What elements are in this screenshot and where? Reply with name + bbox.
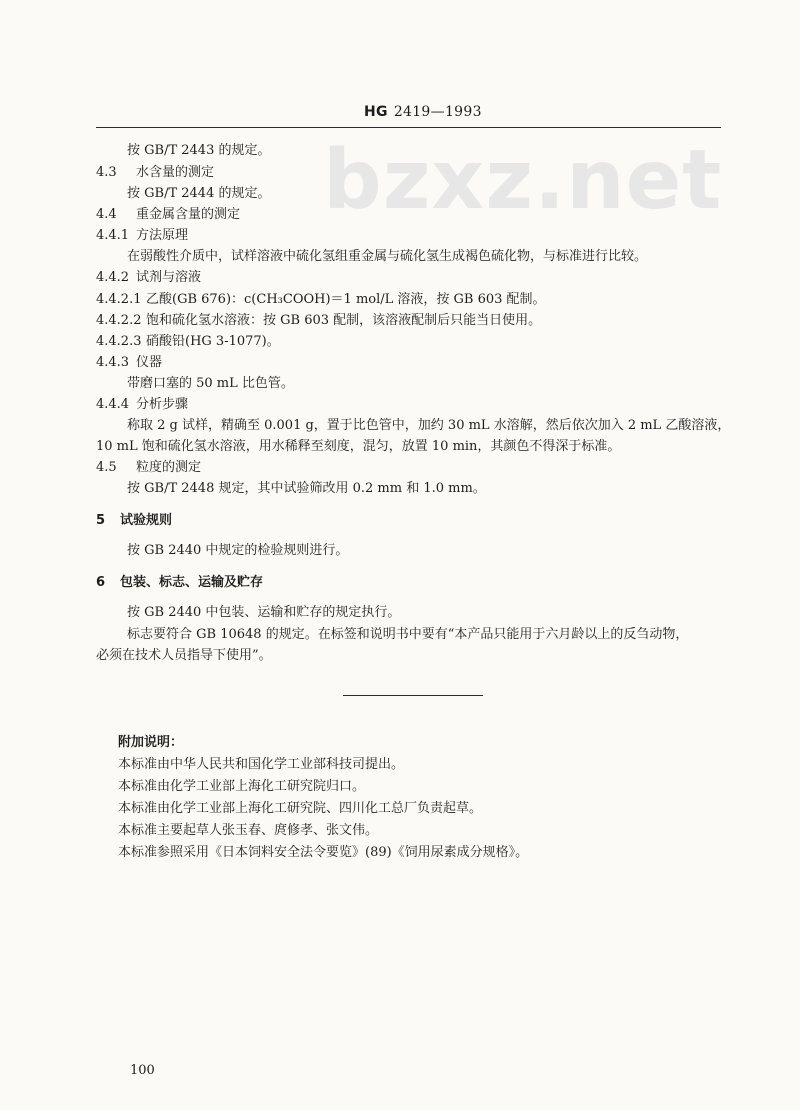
section-title: 水含量的测定: [136, 165, 215, 180]
body-line: 在弱酸性介质中，试样溶液中硫化氢组重金属与硫化氢生成褐色硫化物，与标准进行比较。: [127, 249, 648, 264]
section-heading-4-3: [96, 165, 214, 181]
body-line: 按 GB 2440 中包装、运输和贮存的规定执行。: [127, 605, 401, 620]
body-line: 按 GB/T 2443 的规定。: [127, 143, 271, 158]
body-line: 按 GB/T 2444 的规定。: [127, 186, 271, 201]
appendix-item: 本标准由化学工业部上海化工研究院归口。: [118, 779, 366, 794]
appendix-title: 附加说明：: [118, 735, 184, 750]
clause-text: 硝酸铅(HG 3-1077)。: [146, 334, 280, 349]
section-heading-5: [96, 513, 172, 529]
section-number: 4.4.1: [96, 228, 130, 243]
clause-4-4-2-2: [96, 313, 541, 329]
section-number: 4.4: [96, 207, 117, 222]
clause-4-4-2-3: [96, 334, 280, 350]
page-number: 100: [130, 1063, 155, 1078]
section-number: 4.4.2.3: [96, 334, 142, 349]
section-title: 试剂与溶液: [136, 270, 202, 285]
section-heading-4-4: [96, 207, 240, 223]
section-heading-6: [96, 575, 263, 591]
section-title: 分析步骤: [136, 397, 189, 412]
section-number: 4.5: [96, 460, 117, 475]
standard-code-prefix: HG: [364, 104, 388, 120]
clause-4-4-2-1: [96, 292, 546, 308]
appendix-item: 本标准由化学工业部上海化工研究院、四川化工总厂负责起草。: [118, 801, 483, 816]
section-heading-4-4-3: [96, 355, 162, 371]
section-title: 粒度的测定: [136, 460, 202, 475]
section-title: 方法原理: [136, 228, 189, 243]
section-number: 4.4.4: [96, 397, 130, 412]
clause-text: 乙酸(GB 676)：c(CH₃COOH)＝1 mol/L 溶液，按 GB 603 配制。: [146, 292, 546, 307]
section-title: 重金属含量的测定: [136, 207, 241, 222]
body-line: 10 mL 饱和硫化氢水溶液，用水稀释至刻度，混匀，放置 10 min，其颜色不得深于标准。: [96, 439, 621, 454]
header-rule: [96, 127, 721, 128]
appendix-item: 本标准主要起草人张玉春、庹修孝、张文伟。: [118, 823, 379, 838]
section-title: 包装、标志、运输及贮存: [120, 575, 264, 590]
appendix-item: 本标准由中华人民共和国化学工业部科技司提出。: [118, 757, 405, 772]
section-number: 6: [96, 575, 106, 590]
section-heading-4-5: [96, 460, 201, 476]
section-title: 仪器: [136, 355, 163, 370]
section-title: 试验规则: [120, 513, 173, 528]
body-line: 按 GB/T 2448 规定，其中试验筛改用 0.2 mm 和 1.0 mm。: [127, 481, 486, 496]
section-number: 5: [96, 513, 106, 528]
section-number: 4.4.3: [96, 355, 130, 370]
body-line: 标志要符合 GB 10648 的规定。在标签和说明书中要有“本产品只能用于六月龄以上的反刍动物，: [127, 627, 689, 642]
watermark: bzxz.net: [323, 133, 723, 228]
section-number: 4.4.2.2: [96, 313, 142, 328]
section-number: 4.4.2.1: [96, 292, 142, 307]
section-number: 4.4.2: [96, 270, 130, 285]
body-line: 称取 2 g 试样，精确至 0.001 g，置于比色管中，加约 30 mL 水溶解，然后依次加入 2 mL 乙酸溶液，: [127, 418, 731, 433]
section-number: 4.3: [96, 165, 117, 180]
appendix-item: 本标准参照采用《日本饲料安全法令要览》(89)《饲用尿素成分规格》。: [118, 845, 529, 860]
standard-code: [364, 104, 482, 120]
standard-code-number: 2419—1993: [393, 104, 482, 120]
section-heading-4-4-1: [96, 228, 188, 244]
body-line: 必须在技术人员指导下使用”。: [96, 648, 272, 663]
end-rule: [343, 695, 483, 696]
clause-text: 饱和硫化氢水溶液：按 GB 603 配制，该溶液配制后只能当日使用。: [146, 313, 542, 328]
section-heading-4-4-4: [96, 397, 188, 413]
section-heading-4-4-2: [96, 270, 201, 286]
body-line: 带磨口塞的 50 mL 比色管。: [127, 376, 294, 391]
body-line: 按 GB 2440 中规定的检验规则进行。: [127, 543, 349, 558]
